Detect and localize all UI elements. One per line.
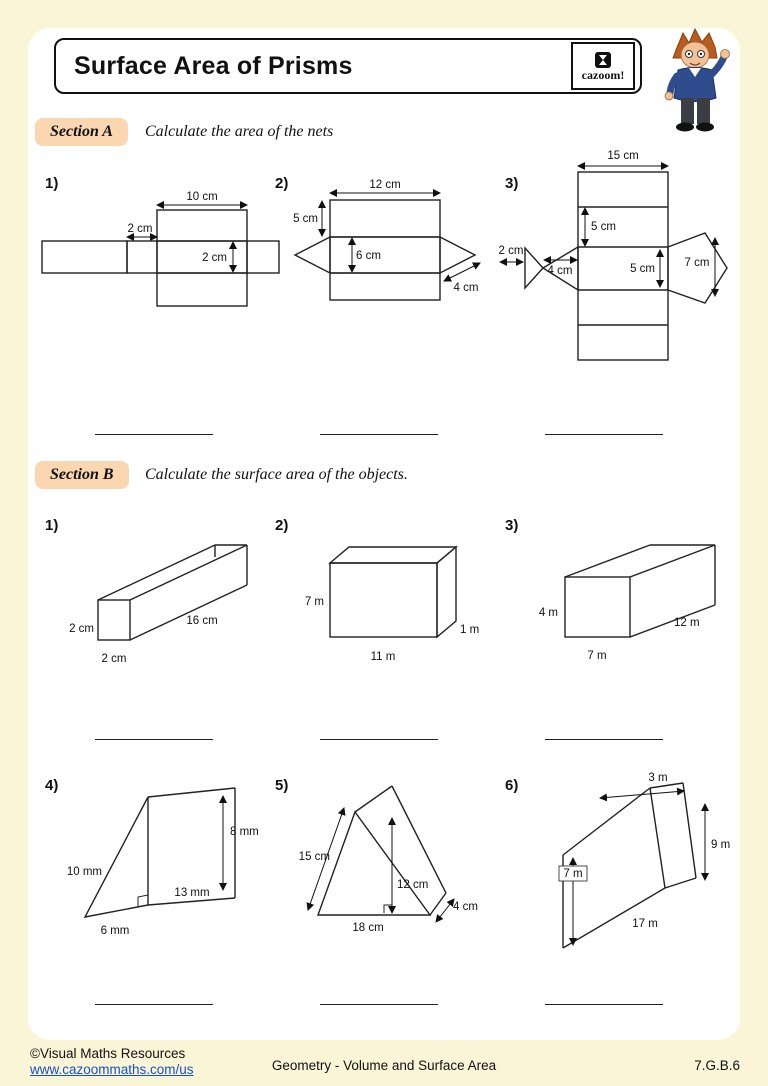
dimension-label: 15 cm <box>607 150 639 162</box>
dimension-label: 12 cm <box>397 879 429 891</box>
section-b-instruction: Calculate the surface area of the objects. <box>145 466 408 483</box>
dimension-label: 15 cm <box>298 851 330 863</box>
dimension-label: 7 m <box>587 650 607 662</box>
dimension-label: 10 cm <box>186 191 218 203</box>
dimension-label: 6 cm <box>356 250 381 262</box>
answer-line <box>320 1004 438 1005</box>
dimension-label: 10 mm <box>66 866 102 878</box>
page-title: Surface Area of Prisms <box>74 51 353 80</box>
logo-text: cazoom! <box>581 68 625 82</box>
footer-standard-code: 7.G.B.6 <box>694 1058 740 1073</box>
dimension-label: 5 cm <box>293 213 318 225</box>
section-a-badge: Section A <box>35 118 128 146</box>
dimension-label: 11 m <box>370 651 396 663</box>
prism-b5-outline <box>318 786 446 915</box>
prism-b1-diagram <box>40 540 270 680</box>
dimension-label: 6 mm <box>100 925 130 937</box>
dimension-label: 4 cm <box>453 282 479 294</box>
footer-url-link[interactable]: www.cazoommaths.com/us <box>30 1062 194 1077</box>
dimension-label: 18 cm <box>352 922 384 934</box>
dimension-label: 12 cm <box>369 179 401 191</box>
question-number-b3: 3) <box>505 517 519 534</box>
dimension-label: 5 cm <box>630 263 655 275</box>
cazoom-logo <box>571 42 635 90</box>
prism-b4-diagram <box>40 780 270 962</box>
dimension-label: 5 cm <box>591 221 616 233</box>
prism-b6-diagram <box>500 770 745 965</box>
answer-line <box>95 739 213 740</box>
dimension-label: 2 cm <box>498 245 524 257</box>
dimension-label: 2 cm <box>101 653 127 665</box>
answer-line <box>320 434 438 435</box>
dimension-label: 13 mm <box>174 887 210 899</box>
dimension-label: 7 m <box>304 596 324 608</box>
question-number-b6: 6) <box>505 777 519 794</box>
dimension-label: 16 cm <box>186 615 218 627</box>
question-number-a1: 1) <box>45 175 59 192</box>
net-2-diagram <box>280 178 495 315</box>
dimension-label: 9 m <box>711 839 731 851</box>
section-a-instruction: Calculate the area of the nets <box>145 123 334 140</box>
dimension-label: 2 cm <box>69 623 94 635</box>
prism-b4-outline <box>85 788 235 917</box>
question-number-b1: 1) <box>45 517 59 534</box>
net-1-diagram <box>30 186 286 318</box>
prism-b5-diagram <box>280 780 505 962</box>
answer-line <box>545 1004 663 1005</box>
dimension-label: 7 cm <box>684 257 710 269</box>
dimension-label: 2 cm <box>202 252 227 264</box>
answer-line <box>95 1004 213 1005</box>
question-number-b2: 2) <box>275 517 289 534</box>
dimension-label: 4 m <box>538 607 558 619</box>
dimension-label: 17 m <box>632 918 658 930</box>
prism-b3-diagram <box>500 530 745 680</box>
dimension-label: 2 cm <box>127 223 153 235</box>
answer-line <box>545 434 663 435</box>
question-number-b5: 5) <box>275 777 289 794</box>
question-number-a2: 2) <box>275 175 289 192</box>
dimension-label: 1 m <box>460 624 480 636</box>
net-1-outline <box>42 210 279 306</box>
hourglass-icon <box>594 51 612 69</box>
footer-topic: Geometry - Volume and Surface Area <box>271 1058 497 1073</box>
mascot-character <box>656 26 736 138</box>
question-number-a3: 3) <box>505 175 519 192</box>
footer-copyright: ©Visual Maths Resources <box>30 1046 186 1061</box>
dimension-label: 4 cm <box>453 901 478 913</box>
section-b-badge: Section B <box>35 461 129 489</box>
answer-line <box>545 739 663 740</box>
prism-b6-outline <box>563 783 696 948</box>
dimension-label: 12 m <box>674 617 700 629</box>
prism-b2-diagram <box>280 530 500 680</box>
dimension-label: 3 m <box>648 772 668 784</box>
dimension-label: 7 m <box>563 868 583 880</box>
title-box <box>54 38 642 94</box>
question-number-b4: 4) <box>45 777 59 794</box>
net-3-diagram <box>497 146 737 370</box>
answer-line <box>95 434 213 435</box>
dimension-label: 8 mm <box>230 826 259 838</box>
prism-b1-outline <box>98 545 247 640</box>
dimension-label: 4 cm <box>547 265 573 277</box>
prism-b2-outline <box>330 547 456 637</box>
answer-line <box>320 739 438 740</box>
